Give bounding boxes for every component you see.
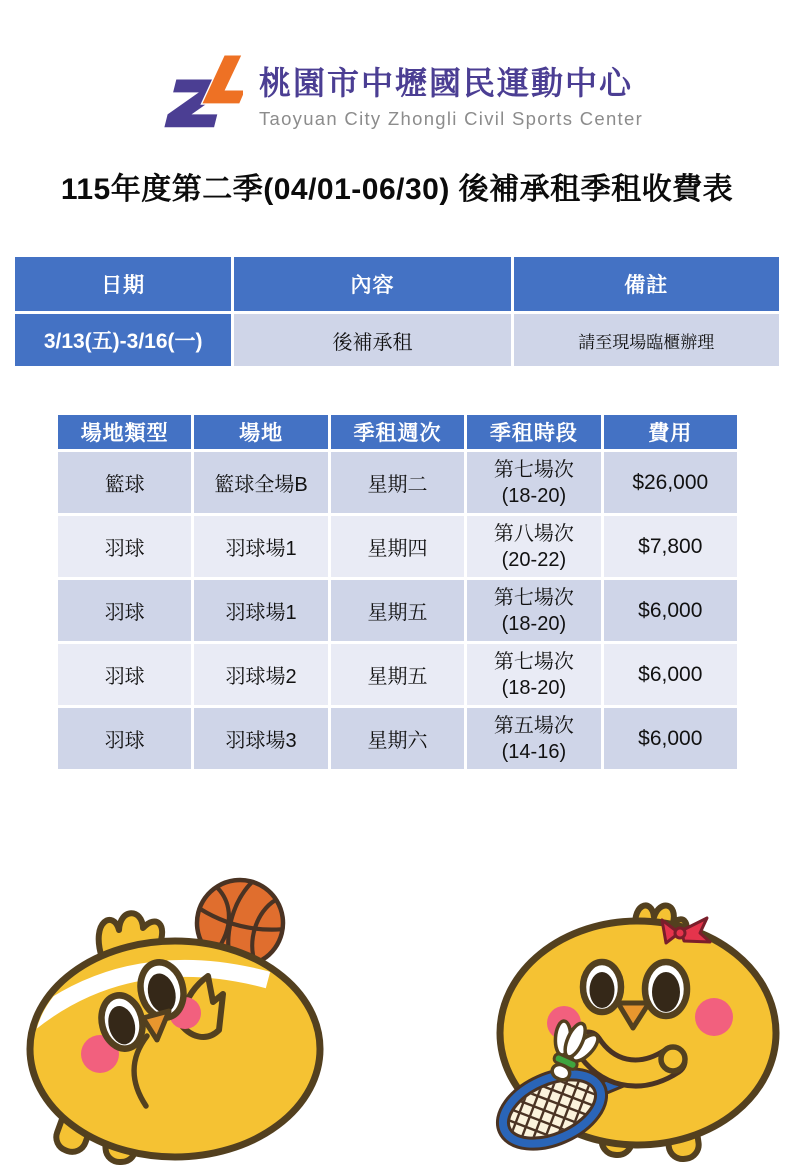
cheek-right (695, 998, 733, 1036)
fee-table (55, 412, 740, 772)
session-name: 第七場次 (493, 650, 574, 673)
fee-header-session: 季租時段 (466, 414, 602, 451)
info-header-date: 日期 (14, 256, 233, 313)
info-row (14, 313, 781, 368)
fee-header-fee: 費用 (602, 414, 738, 451)
fee-header-weekday: 季租週次 (329, 414, 465, 451)
session-cell (466, 579, 602, 643)
fee-row (57, 515, 739, 579)
fee-row (57, 643, 739, 707)
info-note-cell: 請至現場臨櫃辦理 (512, 313, 780, 368)
fee-row (57, 579, 739, 643)
eye-right (645, 962, 687, 1016)
info-table (12, 254, 782, 369)
info-header-content: 內容 (233, 256, 512, 313)
page-title: 115年度第二季(04/01-06/30) 後補承租季租收費表 (60, 173, 734, 206)
venue-cell: 羽球場3 (193, 707, 329, 771)
session-cell (466, 515, 602, 579)
fee-row (57, 451, 739, 515)
session-name: 第五場次 (493, 714, 574, 737)
venue-cell: 籃球全場B (193, 451, 329, 515)
fee-cell: $26,000 (602, 451, 738, 515)
org-name-zh: 桃園市中壢國民運動中心 (258, 65, 633, 102)
weekday-cell: 星期二 (329, 451, 465, 515)
chick-basketball-mascot (16, 866, 338, 1166)
weekday-cell: 星期四 (329, 515, 465, 579)
chick-badminton-mascot (466, 895, 788, 1167)
weekday-cell: 星期五 (329, 643, 465, 707)
org-names (259, 62, 643, 129)
session-time: (18-20) (501, 612, 567, 635)
fee-cell: $7,800 (602, 515, 738, 579)
fee-header-venue: 場地 (193, 414, 329, 451)
eye-left (583, 962, 621, 1012)
fee-header-type: 場地類型 (57, 414, 193, 451)
venue-type-cell: 羽球 (57, 643, 193, 707)
info-header-note: 備註 (512, 256, 780, 313)
venue-type-cell: 羽球 (57, 579, 193, 643)
venue-cell: 羽球場1 (193, 515, 329, 579)
venue-type-cell: 羽球 (57, 515, 193, 579)
venue-cell: 羽球場1 (193, 579, 329, 643)
info-content-cell: 後補承租 (233, 313, 512, 368)
session-name: 第七場次 (493, 458, 574, 481)
weekday-cell: 星期六 (329, 707, 465, 771)
session-cell (466, 707, 602, 771)
session-time: (18-20) (501, 484, 567, 507)
fee-cell: $6,000 (602, 579, 738, 643)
fee-cell: $6,000 (602, 643, 738, 707)
session-name: 第七場次 (493, 586, 574, 609)
session-cell (466, 643, 602, 707)
session-cell (466, 451, 602, 515)
info-header-row (14, 256, 781, 313)
session-time: (18-20) (501, 676, 567, 699)
zl-logo-icon (151, 50, 243, 142)
session-time: (20-22) (501, 548, 567, 571)
venue-type-cell: 籃球 (57, 451, 193, 515)
venue-cell: 羽球場2 (193, 643, 329, 707)
venue-type-cell: 羽球 (57, 707, 193, 771)
fee-header-row (57, 414, 739, 451)
org-name-en: Taoyuan City Zhongli Civil Sports Center (258, 107, 644, 129)
session-name: 第八場次 (493, 522, 574, 545)
info-date-cell: 3/13(五)-3/16(一) (14, 313, 233, 368)
fee-row (57, 707, 739, 771)
weekday-cell: 星期五 (329, 579, 465, 643)
fee-cell: $6,000 (602, 707, 738, 771)
org-header (0, 50, 794, 142)
session-time: (14-16) (501, 740, 567, 763)
